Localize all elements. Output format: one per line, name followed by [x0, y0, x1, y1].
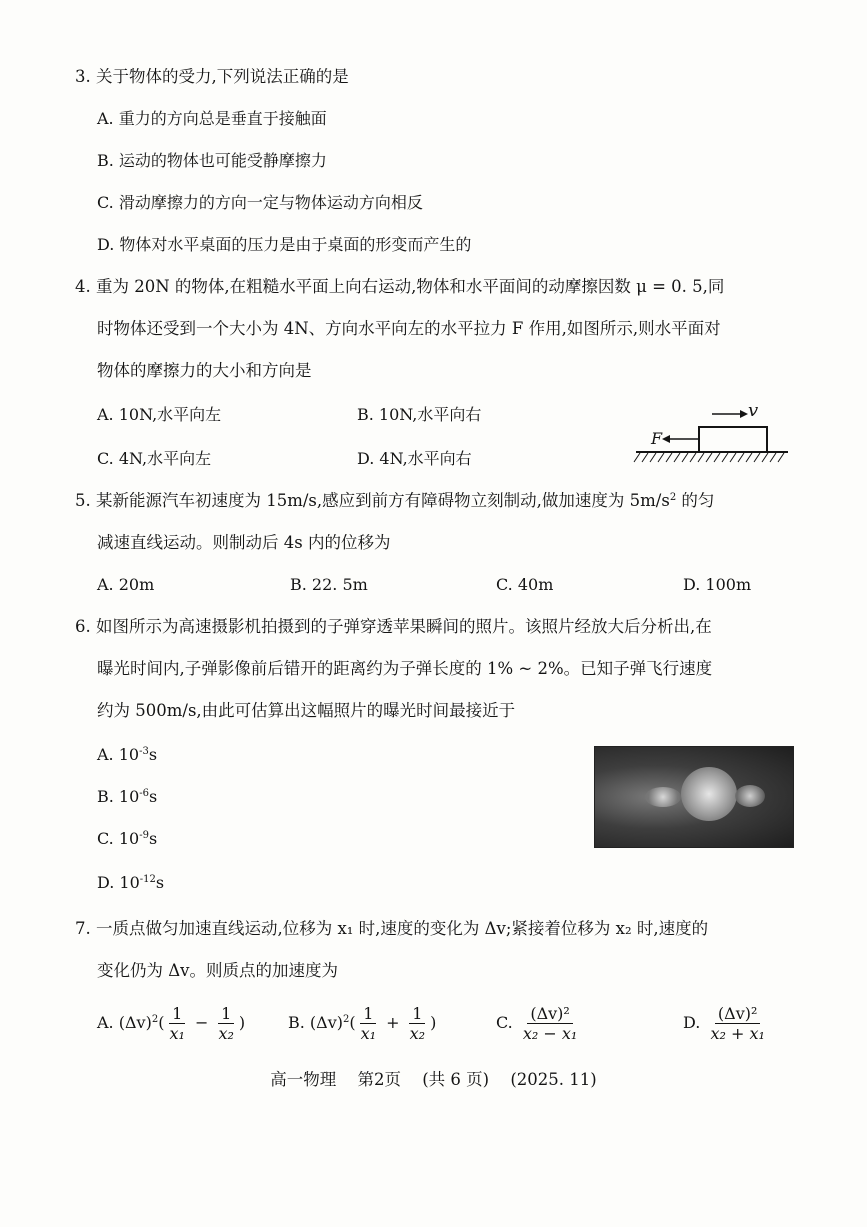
q4-option-a: A. 10N,水平向左	[97, 405, 222, 424]
q4-force-label: F	[651, 429, 663, 448]
q5-option-a: A. 20m	[97, 575, 155, 594]
q7-option-d: D. $\frac{\text{(Δv)²}}{\text{x₂ + x₁}}$	[683, 1004, 765, 1043]
footer-page: 第2页	[357, 1070, 401, 1089]
q4-stem-line2: 时物体还受到一个大小为 4N、方向水平向左的水平拉力 F 作用,如图所示,则水平面对	[97, 319, 721, 338]
q6-stem-line1: 6. 如图所示为高速摄影机拍摄到的子弹穿透苹果瞬间的照片。该照片经放大后分析出,在	[75, 617, 712, 636]
photo-splash-left	[645, 787, 681, 807]
q3-option-c: C. 滑动摩擦力的方向一定与物体运动方向相反	[97, 193, 423, 212]
q3-option-b: B. 运动的物体也可能受静摩擦力	[97, 151, 327, 170]
q4-option-c: C. 4N,水平向左	[97, 449, 212, 468]
bullet-apple-photo	[594, 746, 794, 848]
q7-option-a: A. $(\Delta v)^2$( $\frac{1}{\text{x₁}}$ − $\frac{1}{\text{x₂}}$ )	[97, 1004, 246, 1043]
q4-option-d: D. 4N,水平向右	[357, 449, 472, 468]
q3-stem: 3. 关于物体的受力,下列说法正确的是	[75, 67, 349, 86]
q5-stem-line1: 5. 某新能源汽车初速度为 15m/s,感应到前方有障碍物立刻制动,做加速度为 $5m/s^2$ 的匀	[75, 491, 715, 510]
q6-option-b: B. $10^{-6}s$	[97, 787, 158, 806]
footer-date: (2025. 11)	[510, 1070, 597, 1089]
q4-option-b: B. 10N,水平向右	[357, 405, 482, 424]
q6-stem-line3: 约为 500m/s,由此可估算出这幅照片的曝光时间最接近于	[97, 701, 516, 720]
footer-subject: 高一物理	[270, 1070, 337, 1089]
q6-option-d: D. $10^{-12}s$	[97, 873, 165, 892]
q7-option-c: C. $\frac{\text{(Δv)²}}{\text{x₂ − x₁}}$	[496, 1004, 578, 1043]
q5-option-c: C. 40m	[496, 575, 554, 594]
q6-option-a: A. $10^{-3}s$	[97, 745, 158, 764]
photo-apple	[681, 767, 737, 821]
q4-stem-line1: 4. 重为 20N 的物体,在粗糙水平面上向右运动,物体和水平面间的动摩擦因数 μ = 0. 5,同	[75, 277, 725, 296]
q3-option-d: D. 物体对水平桌面的压力是由于桌面的形变而产生的	[97, 235, 472, 254]
page-footer	[0, 1066, 867, 1090]
q6-stem-line2: 曝光时间内,子弹影像前后错开的距离约为子弹长度的 1% ~ 2%。已知子弹飞行速度	[97, 659, 713, 678]
q7-stem-line2: 变化仍为 Δv。则质点的加速度为	[97, 961, 338, 980]
photo-splash-right	[735, 785, 765, 807]
q5-option-d: D. 100m	[683, 575, 752, 594]
q5-option-b: B. 22. 5m	[290, 575, 368, 594]
q5-stem-line2: 减速直线运动。则制动后 4s 内的位移为	[97, 533, 391, 552]
q3-option-a: A. 重力的方向总是垂直于接触面	[97, 109, 327, 128]
q4-velocity-label: v	[748, 400, 759, 421]
q7-stem-line1: 7. 一质点做匀加速直线运动,位移为 x₁ 时,速度的变化为 Δv;紧接着位移为 x₂ 时,速度的	[75, 919, 709, 938]
q6-option-c: C. $10^{-9}s$	[97, 829, 158, 848]
q4-stem-line3: 物体的摩擦力的大小和方向是	[97, 361, 312, 380]
q7-option-b: B. $(\Delta v)^2$( $\frac{1}{\text{x₁}}$ + $\frac{1}{\text{x₂}}$ )	[288, 1004, 437, 1043]
footer-total: (共 6 页)	[422, 1070, 490, 1089]
